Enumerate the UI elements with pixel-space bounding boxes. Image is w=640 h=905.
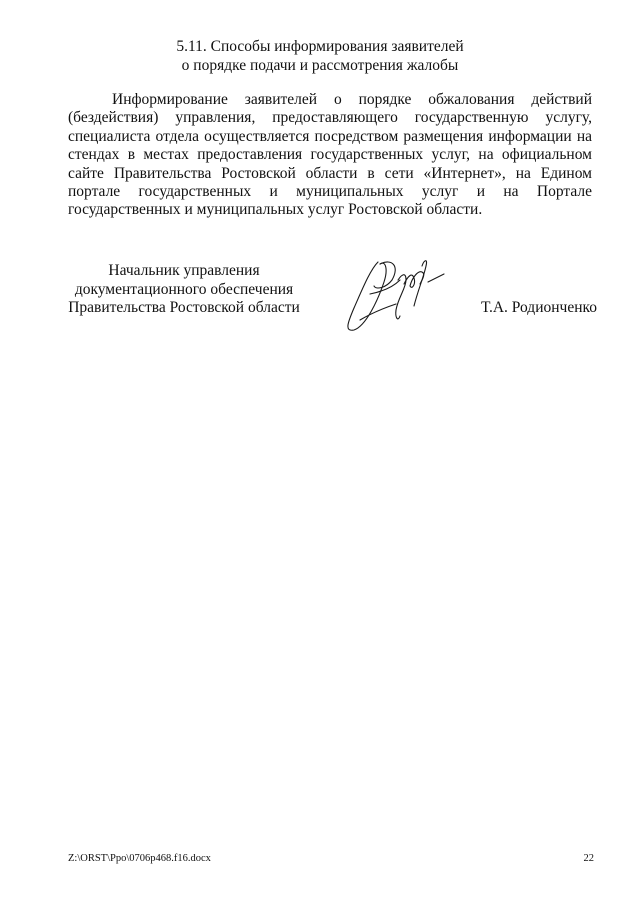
signatory-title [62,262,306,318]
footer-file-path: Z:\ORST\Ppo\0706p468.f16.docx [68,853,211,864]
handwritten-signature [340,250,455,340]
signatory-title-line-3: Правительства Ростовской области [68,299,300,317]
body-paragraph: Информирование заявителей о порядке обжалования действий (бездействия) управления, предоставляющего государственную услугу, специалиста отдела осуществляется посредством размещения информации на стендах в местах предоставления государственных услуг, на официальном сайте Правительства Ростовской области в сети «Интернет», на Едином портале государственных и муниципальных услуг и на Портале государственных и муниципальных услуг Ростовской области. [68,91,592,219]
section-heading [0,37,640,75]
section-heading-line-2: о порядке подачи и рассмотрения жалобы [181,57,459,74]
footer-page-number: 22 [583,853,594,864]
signatory-title-line-2: документационного обеспечения [74,280,294,298]
section-heading-line-1: 5.11. Способы информирования заявителей [176,38,464,55]
signatory-title-line-1: Начальник управления [108,262,260,279]
signatory-name: Т.А. Родионченко [481,299,597,316]
